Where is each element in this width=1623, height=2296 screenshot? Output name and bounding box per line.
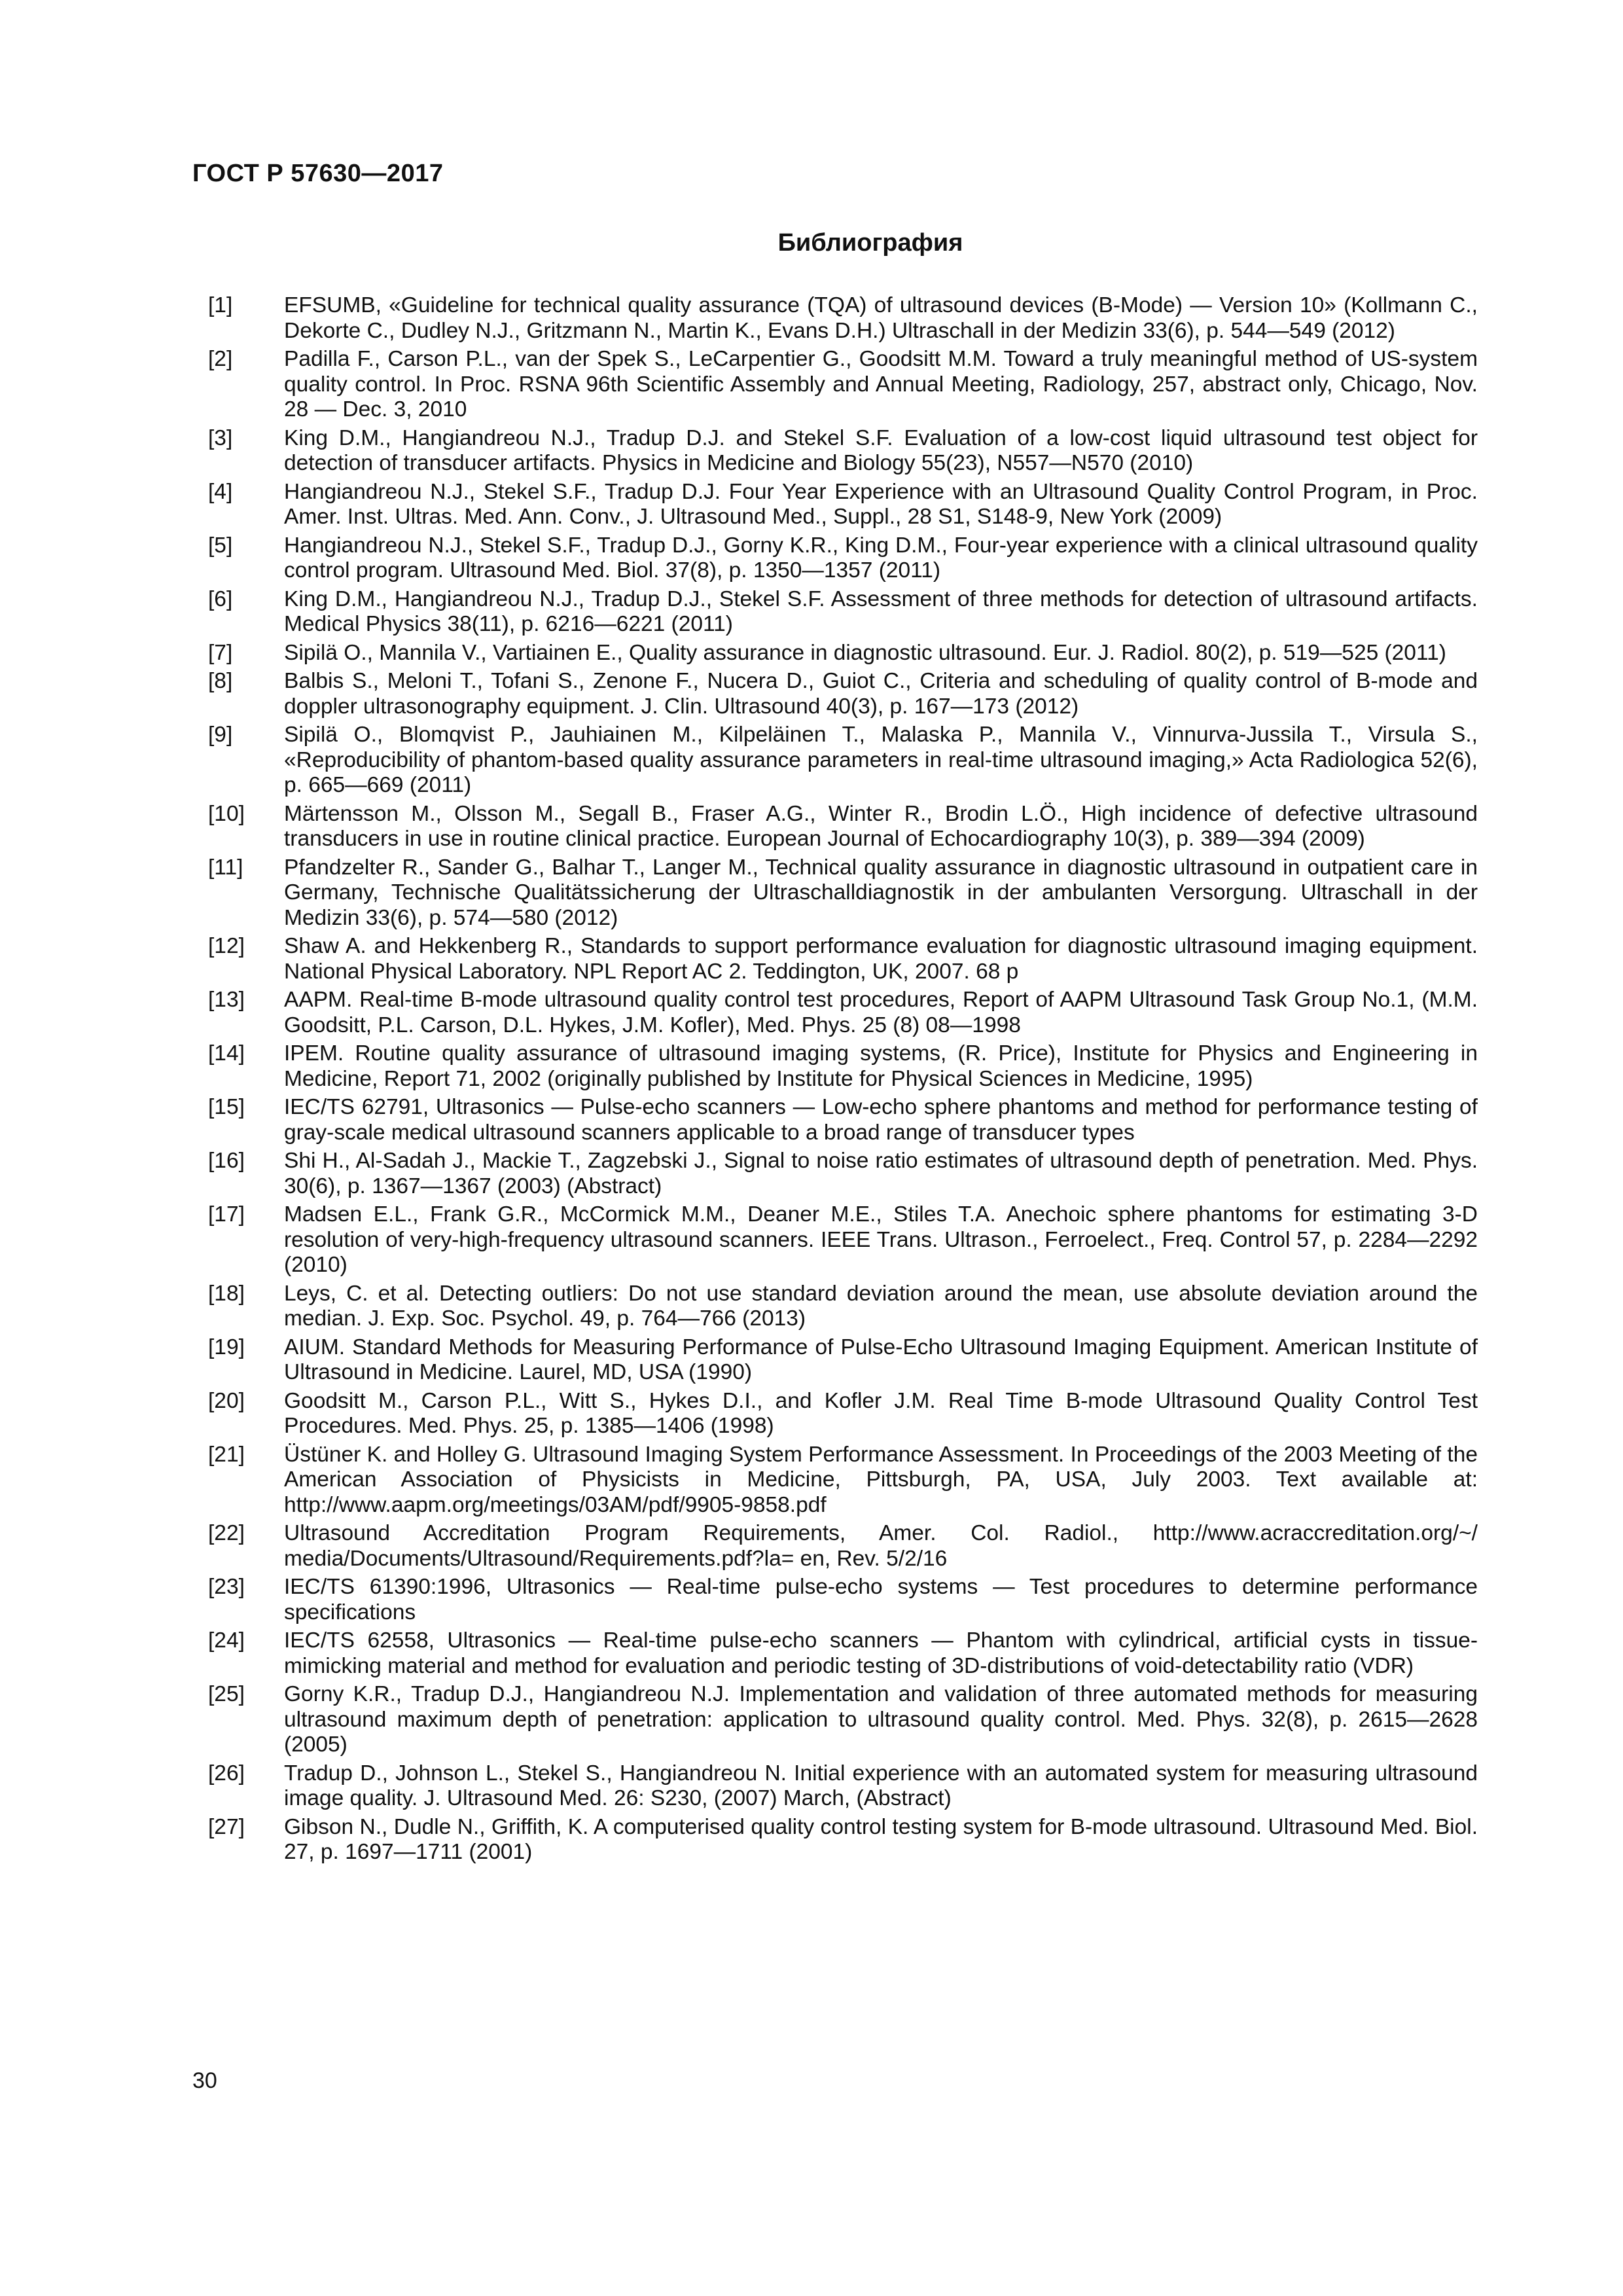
reference-number: [9] — [208, 723, 233, 747]
reference-item-11 — [208, 855, 1478, 931]
reference-item-17 — [208, 1202, 1478, 1278]
reference-text: Goodsitt M., Carson P.L., Witt S., Hykes D.I., and Kofler J.M. Real Time B-mode Ultrasound Quality Control Test Procedures. Med. Phys. 25, p. 1385—1406 (1998) — [284, 1388, 1478, 1438]
reference-item-15 — [208, 1095, 1478, 1145]
reference-number: [18] — [208, 1281, 245, 1306]
reference-item-21 — [208, 1443, 1478, 1518]
reference-number: [17] — [208, 1202, 245, 1227]
reference-number: [27] — [208, 1814, 245, 1839]
reference-text: IPEM. Routine quality assurance of ultrasound imaging systems, (R. Price), Institute for Physics and Engineering in Medicine, Report 71, 2002 (originally published by Institute for Physical Sciences in Medicine, 1995) — [284, 1041, 1478, 1091]
reference-item-27 — [208, 1815, 1478, 1865]
reference-text: Leys, C. et al. Detecting outliers: Do not use standard deviation around the mean, use absolute deviation around the median. J. Exp. Soc. Psychol. 49, p. 764—766 (2013) — [284, 1281, 1478, 1331]
reference-text: King D.M., Hangiandreou N.J., Tradup D.J. and Stekel S.F. Evaluation of a low-cost liquid ultrasound test object for detection of transducer artifacts. Physics in Medicine and Biology 55(23), N557—N570 (2010) — [284, 425, 1478, 475]
reference-text: Madsen E.L., Frank G.R., McCormick M.M., Deaner M.E., Stiles T.A. Anechoic sphere phantoms for estimating 3-D resolution of very-high-frequency ultrasound scanners. IEEE Trans. Ultrason., Ferroelect., Freq. Control 57, p. 2284—2292 (2010) — [284, 1202, 1478, 1277]
reference-number: [25] — [208, 1682, 245, 1706]
reference-text: Üstüner K. and Holley G. Ultrasound Imaging System Performance Assessment. In Proceedings of the 2003 Meeting of the American Association of Physicists in Medicine, Pittsburgh, PA, USA, July 2003. Text available at: http://www.aapm.org/meetings/03AM/pdf/9905-9858.pdf — [284, 1442, 1478, 1517]
reference-number: [2] — [208, 347, 233, 371]
reference-item-14 — [208, 1041, 1478, 1092]
reference-number: [12] — [208, 934, 245, 958]
reference-item-3 — [208, 426, 1478, 476]
reference-number: [1] — [208, 293, 233, 317]
reference-item-24 — [208, 1628, 1478, 1679]
reference-text: AIUM. Standard Methods for Measuring Performance of Pulse-Echo Ultrasound Imaging Equipment. American Institute of Ultrasound in Medicine. Laurel, MD, USA (1990) — [284, 1335, 1478, 1384]
reference-text: Hangiandreou N.J., Stekel S.F., Tradup D.J. Four Year Experience with an Ultrasound Quality Control Program, in Proc. Amer. Inst. Ultras. Med. Ann. Conv., J. Ultrasound Med., Suppl., 28 S1, S148-9, New York (2009) — [284, 479, 1478, 529]
reference-text: AAPM. Real-time B-mode ultrasound quality control test procedures, Report of AAPM Ultrasound Task Group No.1, (M.M. Goodsitt, P.L. Carson, D.L. Hykes, J.M. Kofler), Med. Phys. 25 (8) 08—1998 — [284, 988, 1478, 1037]
reference-item-16 — [208, 1149, 1478, 1199]
reference-item-19 — [208, 1335, 1478, 1386]
reference-item-6 — [208, 587, 1478, 637]
reference-number: [13] — [208, 988, 245, 1012]
reference-text: EFSUMB, «Guideline for technical quality assurance (TQA) of ultrasound devices (B-Mode) — Version 10» (Kollmann C., Dekorte C., Dudley N.J., Gritzmann N., Martin K., Evans D.H.) Ultraschall in der Medizin 33(6), p. 544—549 (2012) — [284, 293, 1478, 343]
reference-item-9 — [208, 723, 1478, 798]
reference-text: Sipilä O., Mannila V., Vartiainen E., Quality assurance in diagnostic ultrasound. Eur. J. Radiol. 80(2), p. 519—525 (2011) — [284, 640, 1446, 665]
standard-designation: ГОСТ Р 57630—2017 — [192, 160, 444, 187]
reference-number: [5] — [208, 533, 233, 558]
reference-text: Hangiandreou N.J., Stekel S.F., Tradup D.J., Gorny K.R., King D.M., Four-year experience with a clinical ultrasound quality control program. Ultrasound Med. Biol. 37(8), p. 1350—1357 (2011) — [284, 533, 1478, 583]
reference-number: [8] — [208, 669, 233, 693]
reference-text: Shi H., Al-Sadah J., Mackie T., Zagzebski J., Signal to noise ratio estimates of ultrasound depth of penetration. Med. Phys. 30(6), p. 1367—1367 (2003) (Abstract) — [284, 1149, 1478, 1198]
reference-text: Gibson N., Dudle N., Griffith, K. A computerised quality control testing system for B-mode ultrasound. Ultrasound Med. Biol. 27, p. 1697—1711 (2001) — [284, 1814, 1478, 1864]
reference-item-23 — [208, 1575, 1478, 1625]
reference-item-4 — [208, 480, 1478, 530]
reference-text: Tradup D., Johnson L., Stekel S., Hangiandreou N. Initial experience with an automated system for measuring ultrasound image quality. J. Ultrasound Med. 26: S230, (2007) March, (Abstract) — [284, 1761, 1478, 1810]
reference-number: [7] — [208, 640, 233, 665]
reference-item-8 — [208, 669, 1478, 719]
reference-number: [21] — [208, 1442, 245, 1467]
reference-item-1 — [208, 293, 1478, 344]
reference-text: IEC/TS 62558, Ultrasonics — Real-time pulse-echo scanners — Phantom with cylindrical, artificial cysts in tissue-mimicking material and method for evaluation and periodic testing of 3D-distributions of void-detectability ratio (VDR) — [284, 1628, 1478, 1678]
reference-text: Balbis S., Meloni T., Tofani S., Zenone F., Nucera D., Guiot C., Criteria and scheduling of quality control of B-mode and doppler ultrasonography equipment. J. Clin. Ultrasound 40(3), p. 167—173 (2012) — [284, 669, 1478, 719]
reference-number: [10] — [208, 801, 245, 826]
reference-item-12 — [208, 934, 1478, 984]
reference-text: IEC/TS 62791, Ultrasonics — Pulse-echo scanners — Low-echo sphere phantoms and method for performance testing of gray-scale medical ultrasound scanners applicable to a broad range of transducer types — [284, 1095, 1478, 1145]
reference-text: Padilla F., Carson P.L., van der Spek S., LeCarpentier G., Goodsitt M.M. Toward a truly meaningful method of US-system quality control. In Proc. RSNA 96th Scientific Assembly and Annual Meeting, Radiology, 257, abstract only, Chicago, Nov. 28 — Dec. 3, 2010 — [284, 347, 1478, 422]
reference-number: [26] — [208, 1761, 245, 1785]
reference-item-13 — [208, 988, 1478, 1038]
reference-item-7 — [208, 641, 1478, 666]
reference-number: [19] — [208, 1335, 245, 1359]
page-number: 30 — [192, 2068, 217, 2093]
reference-text: IEC/TS 61390:1996, Ultrasonics — Real-time pulse-echo systems — Test procedures to determine performance specifications — [284, 1575, 1478, 1624]
reference-number: [22] — [208, 1521, 245, 1545]
reference-item-20 — [208, 1389, 1478, 1439]
reference-item-18 — [208, 1282, 1478, 1332]
reference-number: [6] — [208, 586, 233, 611]
reference-item-10 — [208, 802, 1478, 852]
reference-item-25 — [208, 1682, 1478, 1758]
reference-number: [23] — [208, 1575, 245, 1599]
reference-number: [20] — [208, 1388, 245, 1413]
section-title: Библиография — [777, 229, 963, 257]
reference-number: [14] — [208, 1041, 245, 1066]
reference-number: [15] — [208, 1095, 245, 1119]
bibliography-list — [208, 293, 1478, 1869]
reference-text: Ultrasound Accreditation Program Requirements, Amer. Col. Radiol., http://www.acraccreditation.org/~/ media/Documents/Ultrasound/Requirements.pdf?la= en, Rev. 5/2/16 — [284, 1521, 1478, 1571]
reference-number: [24] — [208, 1628, 245, 1653]
reference-number: [4] — [208, 479, 233, 504]
reference-text: Gorny K.R., Tradup D.J., Hangiandreou N.J. Implementation and validation of three automated methods for measuring ultrasound maximum depth of penetration: application to ultrasound quality control. Med. Phys. 32(8), p. 2615—2628 (2005) — [284, 1682, 1478, 1757]
reference-number: [3] — [208, 425, 233, 450]
reference-number: [11] — [208, 855, 243, 880]
reference-item-26 — [208, 1761, 1478, 1812]
reference-text: Sipilä O., Blomqvist P., Jauhiainen M., Kilpeläinen T., Malaska P., Mannila V., Vinnurva-Jussila T., Virsula S., «Reproducibility of phantom-based quality assurance parameters in real-time ultrasound imaging,» Acta Radiologica 52(6), p. 665—669 (2011) — [284, 723, 1478, 797]
reference-text: Märtensson M., Olsson M., Segall B., Fraser A.G., Winter R., Brodin L.Ö., High incidence of defective ultrasound transducers in use in routine clinical practice. European Journal of Echocardiography 10(3), p. 389—394 (2009) — [284, 801, 1478, 851]
reference-item-22 — [208, 1521, 1478, 1571]
reference-item-5 — [208, 533, 1478, 584]
reference-number: [16] — [208, 1149, 245, 1173]
reference-item-2 — [208, 347, 1478, 423]
reference-text: Pfandzelter R., Sander G., Balhar T., Langer M., Technical quality assurance in diagnostic ultrasound in outpatient care in Germany, Technische Qualitätssicherung der Ultraschalldiagnostik in der ambulanten Versorgung. Ultraschall in der Medizin 33(6), p. 574—580 (2012) — [284, 855, 1478, 930]
reference-text: King D.M., Hangiandreou N.J., Tradup D.J., Stekel S.F. Assessment of three methods for detection of ultrasound artifacts. Medical Physics 38(11), p. 6216—6221 (2011) — [284, 586, 1478, 636]
reference-text: Shaw A. and Hekkenberg R., Standards to support performance evaluation for diagnostic ultrasound imaging equipment. National Physical Laboratory. NPL Report AC 2. Teddington, UK, 2007. 68 p — [284, 934, 1478, 984]
